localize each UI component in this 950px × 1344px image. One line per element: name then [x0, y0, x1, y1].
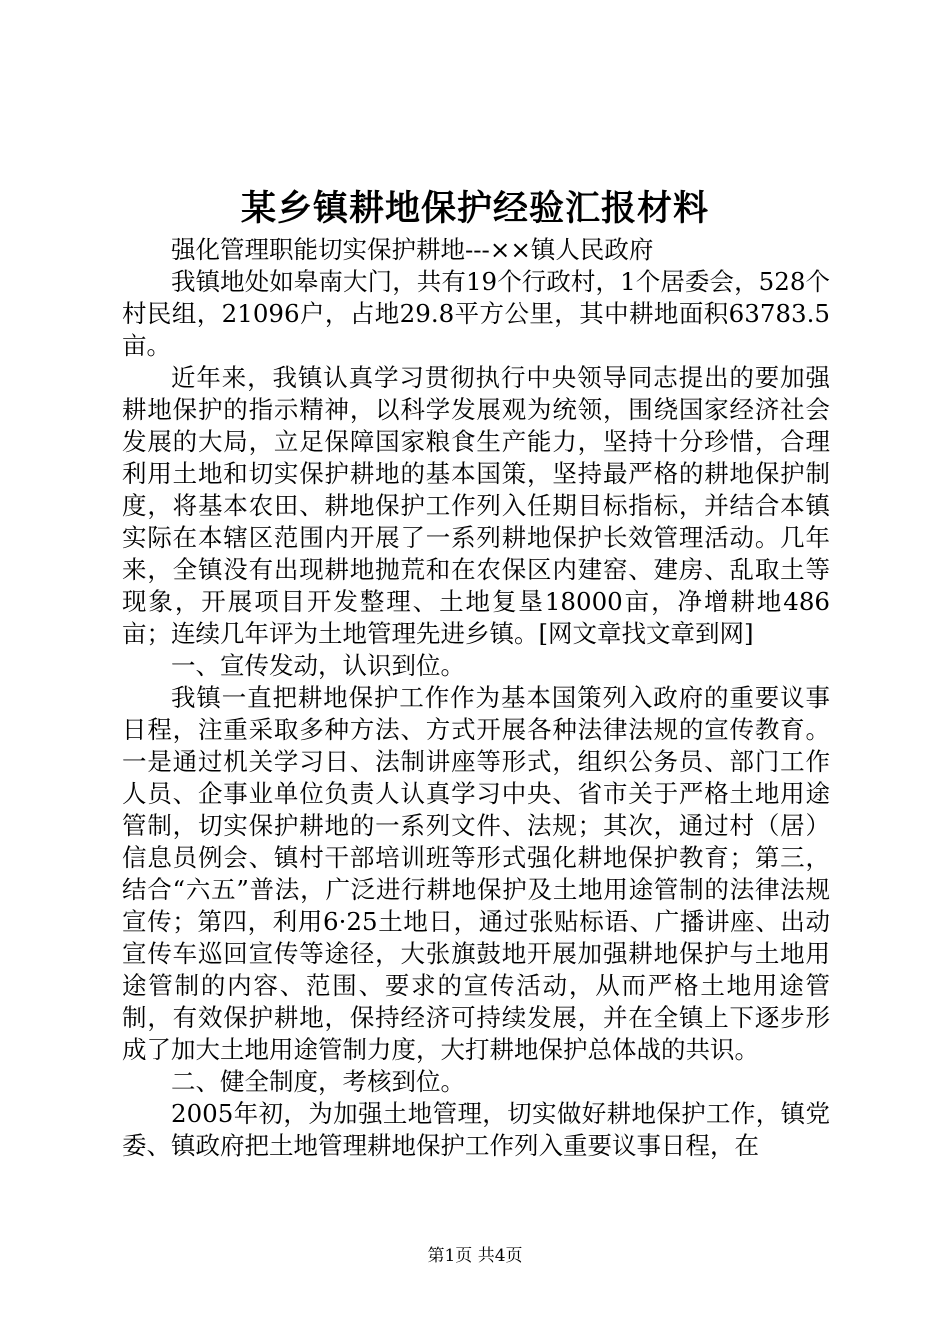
page-number-footer: 第1页 共4页: [427, 1246, 523, 1266]
subtitle-paragraph: 强化管理职能切实保护耕地---××镇人民政府: [171, 235, 654, 264]
overview-paragraph: 近年来，我镇认真学习贯彻执行中央领导同志提出的要加强耕地保护的指示精神，以科学发展观为统领，围绕国家经济社会发展的大局，立足保障国家粮食生产能力，坚持十分珍惜，合理利用土地和切实保护耕地的基本国策，坚持最严格的耕地保护制度，将基本农田、耕地保护工作列入任期目标指标，并结合本镇实际在本辖区范围内开展了一系列耕地保护长效管理活动。几年来，全镇没有出现耕地抛荒和在农保区内建窑、建房、乱取土等现象，开展项目开发整理、土地复垦18000亩，净增耕地486亩；连续几年评为土地管理先进乡镇。[网文章找文章到网]: [122, 363, 830, 648]
document-title: 某乡镇耕地保护经验汇报材料: [240, 188, 709, 229]
intro-paragraph: 我镇地处如皋南大门，共有19个行政村，1个居委会，528个村民组，21096户，占地29.8平方公里，其中耕地面积63783.5亩。: [122, 267, 830, 360]
section-heading-2: 二、健全制度，考核到位。: [171, 1067, 465, 1096]
section-2-paragraph: 2005年初，为加强土地管理，切实做好耕地保护工作，镇党委、镇政府把土地管理耕地保护工作列入重要议事日程，在: [122, 1099, 830, 1160]
section-heading-1: 一、宣传发动，认识到位。: [171, 651, 465, 680]
document-body: [122, 234, 830, 1162]
section-1-paragraph: 我镇一直把耕地保护工作作为基本国策列入政府的重要议事日程，注重采取多种方法、方式开展各种法律法规的宣传教育。一是通过机关学习日、法制讲座等形式，组织公务员、部门工作人员、企事业单位负责人认真学习中央、省市关于严格土地用途管制，切实保护耕地的一系列文件、法规；其次，通过村（居）信息员例会、镇村干部培训班等形式强化耕地保护教育；第三，结合“六五”普法，广泛进行耕地保护及土地用途管制的法律法规宣传；第四，利用6·25土地日，通过张贴标语、广播讲座、出动宣传车巡回宣传等途径，大张旗鼓地开展加强耕地保护与土地用途管制的内容、范围、要求的宣传活动，从而严格土地用途管制，有效保护耕地，保持经济可持续发展，并在全镇上下逐步形成了加大土地用途管制力度，大打耕地保护总体战的共识。: [122, 683, 830, 1064]
